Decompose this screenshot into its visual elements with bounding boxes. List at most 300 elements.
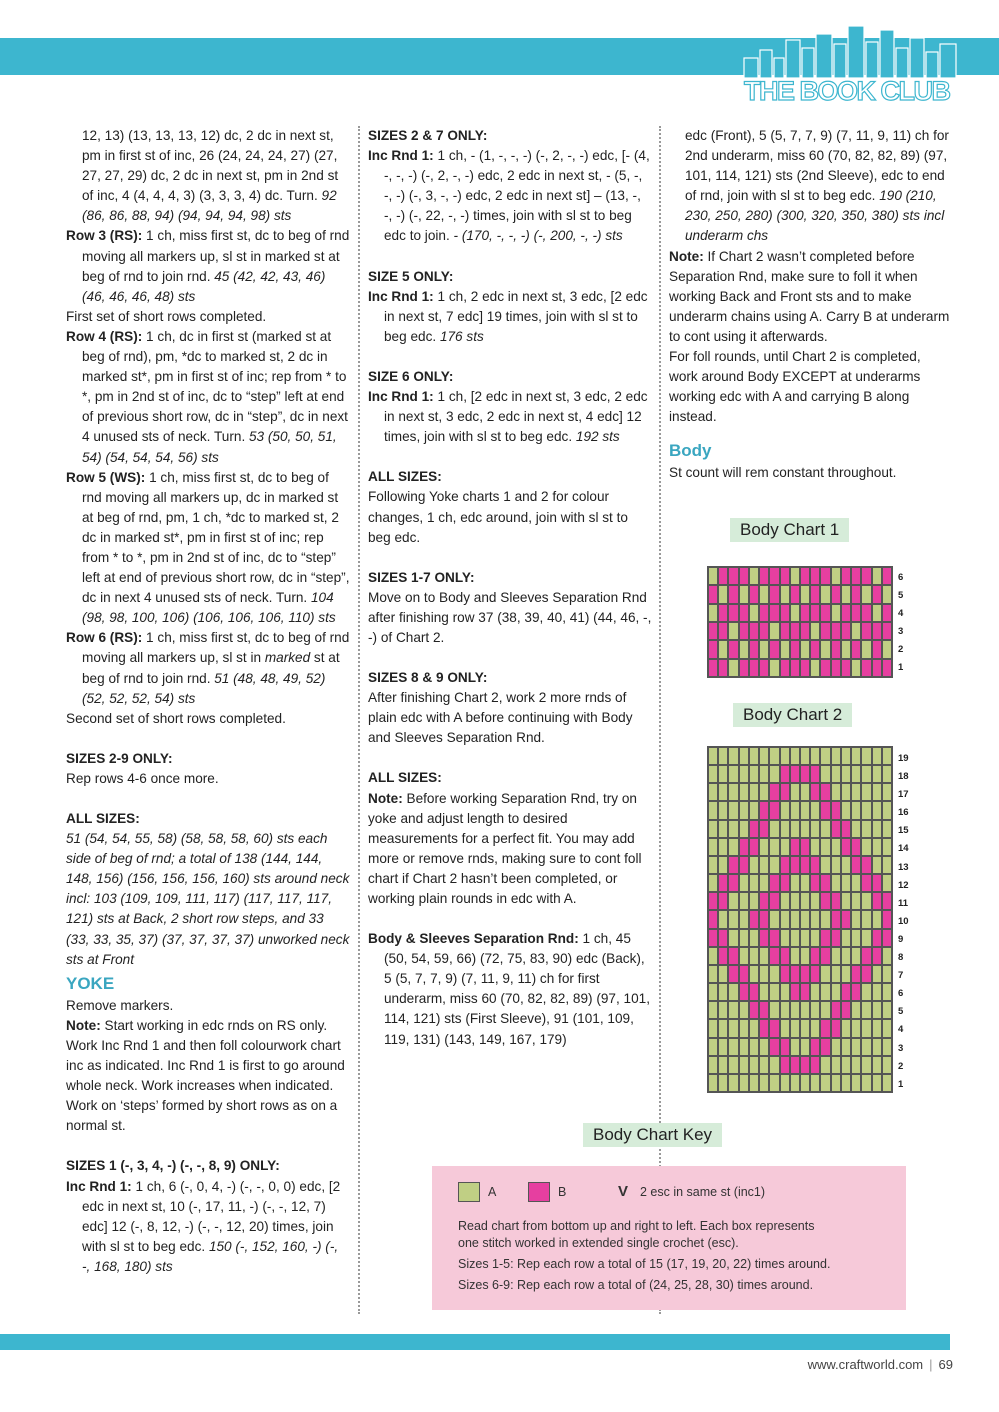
paragraph: After finishing Chart 2, work 2 more rnds of plain edc with A before continuing with Body and Sleeves Separation Rnd.: [368, 690, 633, 746]
chart-cell-b: [882, 604, 892, 622]
text: 1 ch, [2 edc in next st, 3 edc, 2 edc in next st, 3 edc, 2 edc in next st, 4 edc] 12 times, join with sl st to beg edc.: [384, 389, 648, 445]
row-4: [66, 327, 350, 468]
chart-cell-b: [800, 604, 810, 622]
chart-cell-a: [708, 965, 718, 983]
page-number: 69: [938, 1357, 953, 1372]
chart-cell-a: [831, 965, 841, 983]
stitch-count: 45 (42, 42, 43, 46) (46, 46, 46, 48) sts: [82, 268, 326, 304]
chart-key: [432, 1166, 906, 1310]
chart-cell-a: [882, 801, 892, 819]
row-number: 4: [898, 1024, 904, 1036]
chart-cell-b: [810, 604, 820, 622]
chart-cell-a: [769, 910, 779, 928]
chart-cell-a: [759, 585, 769, 603]
chart-cell-b: [861, 965, 871, 983]
chart-cell-a: [841, 1074, 851, 1092]
chart-cell-b: [810, 1038, 820, 1056]
chart-cell-a: [759, 783, 769, 801]
row-number: 13: [898, 861, 909, 873]
chart-cell-b: [800, 838, 810, 856]
chart-cell-a: [831, 567, 841, 585]
chart-cell-a: [780, 640, 790, 658]
column-3: [669, 126, 953, 484]
stitch-count: 150 (-, 152, 160, -) (-, -, 168, 180) sts: [82, 1238, 339, 1274]
chart-cell-b: [882, 567, 892, 585]
paragraph: Following Yoke charts 1 and 2 for colour changes, 1 ch, edc around, join with sl st to beg edc.: [368, 489, 628, 545]
chart-cell-a: [759, 747, 769, 765]
chart-cell-a: [780, 983, 790, 1001]
chart-cell-a: [872, 567, 882, 585]
chart-cell-a: [851, 929, 861, 947]
chart-cell-a: [739, 820, 749, 838]
text: st at beg of rnd to join rnd.: [82, 650, 340, 686]
chart-cell-b: [820, 604, 830, 622]
chart-cell-b: [861, 604, 871, 622]
chart-cell-b: [831, 640, 841, 658]
chart-cell-a: [861, 640, 871, 658]
chart-cell-b: [790, 1056, 800, 1074]
chart-cell-b: [820, 801, 830, 819]
row-number: 2: [898, 644, 904, 655]
row-number: 6: [898, 572, 904, 583]
chart-cell-a: [790, 1038, 800, 1056]
chart-cell-a: [780, 585, 790, 603]
chart-cell-a: [800, 910, 810, 928]
paragraph: For foll rounds, until Chart 2 is completed, work around Body EXCEPT at underarms working edc with A and carrying B along instead.: [669, 349, 921, 425]
chart-cell-a: [739, 783, 749, 801]
chart-cell-a: [851, 659, 861, 677]
chart-cell-a: [708, 874, 718, 892]
chart-cell-b: [820, 892, 830, 910]
chart-cell-a: [851, 622, 861, 640]
chart-cell-b: [708, 910, 718, 928]
chart-cell-a: [820, 1056, 830, 1074]
chart-cell-a: [800, 801, 810, 819]
chart-cell-a: [749, 783, 759, 801]
chart-cell-a: [749, 929, 759, 947]
chart-cell-a: [708, 801, 718, 819]
chart-cell-a: [728, 801, 738, 819]
key-v-text: 2 esc in same st (inc1): [640, 1185, 766, 1199]
chart-cell-a: [841, 1038, 851, 1056]
skyline-logo: [740, 18, 965, 78]
chart-cell-b: [749, 983, 759, 1001]
chart-cell-a: [739, 947, 749, 965]
chart-cell-a: [718, 856, 728, 874]
body-chart-2: [707, 746, 893, 1093]
chart-cell-b: [728, 947, 738, 965]
row-label: Body & Sleeves Separation Rnd:: [368, 931, 579, 947]
chart-cell-a: [820, 1074, 830, 1092]
stitch-count: 176 sts: [439, 328, 484, 344]
chart-cell-a: [872, 965, 882, 983]
key-line: Sizes 1-5: Rep each row a total of 15 (17, 19, 20, 22) times around.: [458, 1257, 831, 1271]
chart-cell-a: [841, 801, 851, 819]
chart-cell-a: [739, 747, 749, 765]
chart-cell-a: [749, 1019, 759, 1037]
chart-cell-a: [759, 856, 769, 874]
footer-url[interactable]: www.craftworld.com: [807, 1357, 924, 1372]
chart-cell-b: [800, 1056, 810, 1074]
chart-cell-b: [708, 892, 718, 910]
chart-cell-b: [872, 622, 882, 640]
text: 1 ch, 2 edc in next st, 3 edc, [2 edc in next st, 7 edc] 19 times, join with sl st to beg edc.: [384, 288, 648, 344]
chart-cell-b: [810, 640, 820, 658]
chart-cell-b: [759, 892, 769, 910]
chart-cell-b: [820, 929, 830, 947]
chart-cell-b: [718, 567, 728, 585]
chart-cell-b: [810, 1056, 820, 1074]
row-number: 17: [898, 789, 909, 801]
chart-cell-a: [872, 910, 882, 928]
chart-cell-a: [810, 929, 820, 947]
chart-cell-a: [790, 1074, 800, 1092]
row-number: 8: [898, 952, 904, 964]
chart-cell-a: [739, 874, 749, 892]
chart-cell-a: [749, 947, 759, 965]
chart-cell-b: [841, 659, 851, 677]
column-2: [368, 126, 652, 1050]
chart-cell-a: [708, 1056, 718, 1074]
chart-cell-b: [780, 622, 790, 640]
chart-cell-a: [708, 765, 718, 783]
chart-cell-a: [739, 910, 749, 928]
chart-cell-b: [800, 659, 810, 677]
chart-cell-a: [749, 1038, 759, 1056]
chart-cell-b: [820, 1038, 830, 1056]
chart-cell-a: [790, 747, 800, 765]
chart-cell-a: [769, 765, 779, 783]
chart-cell-a: [841, 640, 851, 658]
chart-cell-b: [708, 929, 718, 947]
chart-cell-b: [831, 801, 841, 819]
chart-cell-a: [769, 820, 779, 838]
chart-cell-a: [759, 838, 769, 856]
chart-cell-a: [800, 929, 810, 947]
stitch-count: - (170, -, -, -) (-, 200, -, -) sts: [453, 228, 623, 244]
chart-cell-b: [739, 838, 749, 856]
chart-cell-b: [739, 659, 749, 677]
chart-cell-a: [718, 765, 728, 783]
chart-cell-a: [851, 1038, 861, 1056]
chart-cell-b: [759, 622, 769, 640]
subheading: ALL SIZES:: [368, 469, 442, 485]
chart-cell-a: [749, 567, 759, 585]
chart-cell-b: [831, 910, 841, 928]
paragraph: Rep rows 4-6 once more.: [66, 770, 219, 786]
column-1: [66, 126, 350, 1277]
chart-cell-a: [728, 838, 738, 856]
chart-cell-b: [718, 929, 728, 947]
subheading: SIZE 5 ONLY:: [368, 268, 454, 284]
chart-cell-b: [790, 965, 800, 983]
chart-cell-b: [718, 604, 728, 622]
stitch-count: 192 sts: [575, 429, 620, 445]
chart-cell-a: [790, 801, 800, 819]
chart-cell-a: [831, 838, 841, 856]
chart-cell-b: [800, 856, 810, 874]
chart-cell-b: [780, 765, 790, 783]
chart-cell-b: [728, 856, 738, 874]
chart-cell-a: [728, 783, 738, 801]
chart-cell-b: [882, 892, 892, 910]
chart-cell-b: [790, 838, 800, 856]
row-label: Row 4 (RS):: [66, 328, 143, 344]
chart-cell-b: [882, 622, 892, 640]
chart-cell-a: [820, 1001, 830, 1019]
chart-cell-a: [790, 892, 800, 910]
chart-cell-b: [820, 659, 830, 677]
chart-cell-a: [718, 640, 728, 658]
chart-cell-b: [759, 820, 769, 838]
row-number: 14: [898, 843, 909, 855]
chart-cell-a: [872, 801, 882, 819]
chart-cell-a: [769, 856, 779, 874]
chart-cell-b: [769, 1038, 779, 1056]
chart-cell-a: [820, 585, 830, 603]
text: Before working Separation Rnd, try on yoke and adjust length to desired measurements for a perfect fit. You may add more or remove rnds, making sure to cont foll chart if Chart 2 hasn’t been completed, or working plain rounds in edc with A.: [368, 790, 642, 906]
chart-cell-a: [718, 1056, 728, 1074]
chart-cell-a: [872, 604, 882, 622]
chart-cell-a: [851, 820, 861, 838]
chart-cell-a: [820, 820, 830, 838]
stitch-count: 190 (210, 230, 250, 280) (300, 320, 350, 380) sts incl underarm chs: [685, 188, 945, 244]
chart-cell-a: [739, 1074, 749, 1092]
chart-cell-b: [749, 910, 759, 928]
chart-cell-a: [882, 783, 892, 801]
chart-cell-b: [769, 783, 779, 801]
chart-cell-b: [769, 947, 779, 965]
chart-cell-b: [861, 947, 871, 965]
key-line: Read chart from bottom up and right to left. Each box represents: [458, 1219, 815, 1233]
chart-cell-a: [728, 1019, 738, 1037]
chart-cell-b: [861, 567, 871, 585]
chart-cell-a: [718, 1074, 728, 1092]
chart-cell-a: [841, 765, 851, 783]
chart-cell-b: [749, 1001, 759, 1019]
chart-cell-b: [749, 659, 759, 677]
note-label: Note:: [368, 790, 403, 806]
chart-cell-a: [708, 567, 718, 585]
chart-cell-b: [872, 892, 882, 910]
chart-cell-a: [718, 585, 728, 603]
chart-cell-a: [861, 801, 871, 819]
key-v-symbol: V: [618, 1183, 629, 1200]
chart-cell-a: [861, 910, 871, 928]
chart-cell-a: [780, 801, 790, 819]
chart-cell-a: [820, 965, 830, 983]
chart-cell-a: [872, 838, 882, 856]
chart-cell-a: [759, 1056, 769, 1074]
chart-cell-a: [820, 983, 830, 1001]
chart-cell-a: [708, 1019, 718, 1037]
row-number: 4: [898, 608, 904, 619]
chart-cell-b: [780, 604, 790, 622]
chart-cell-b: [841, 1001, 851, 1019]
chart-cell-a: [800, 747, 810, 765]
chart-cell-b: [780, 1056, 790, 1074]
text: marked: [264, 650, 311, 666]
chart-cell-b: [851, 965, 861, 983]
chart-cell-b: [759, 801, 769, 819]
chart-cell-a: [861, 1019, 871, 1037]
text: 1 ch, 45 (50, 54, 59, 66) (72, 75, 83, 90) edc (Back), 5 (5, 7, 7, 9) (7, 11, 9, 11) ch for first underarm, miss 60 (70, 82, 82, 89) (97, 101, 114, 121) sts (First Sleeve), 91 (101, 109, 119, 131) (143, 149, 167, 179): [384, 931, 650, 1047]
row-label: Row 6 (RS):: [66, 630, 143, 646]
row-label: Inc Rnd 1:: [66, 1178, 132, 1194]
chart-cell-b: [718, 659, 728, 677]
chart-cell-a: [769, 622, 779, 640]
chart-cell-a: [749, 874, 759, 892]
chart-cell-b: [861, 874, 871, 892]
chart-cell-a: [728, 983, 738, 1001]
row-number: 5: [898, 1006, 904, 1018]
chart-cell-a: [831, 1074, 841, 1092]
row-number: 9: [898, 933, 904, 945]
chart-cell-a: [780, 747, 790, 765]
chart-cell-a: [749, 856, 759, 874]
chart-cell-a: [810, 747, 820, 765]
chart-cell-a: [749, 1056, 759, 1074]
chart-cell-b: [851, 604, 861, 622]
chart-cell-b: [708, 622, 718, 640]
subheading: ALL SIZES:: [368, 770, 442, 786]
chart-cell-a: [800, 1074, 810, 1092]
chart-cell-a: [841, 783, 851, 801]
row-number: 1: [898, 1078, 904, 1090]
text: 1 ch, - (1, -, -, -) (-, 2, -, -) edc, [- (4, -, -, -) (-, 2, -, -) edc, 2 edc in next st, - (5, -, -, -) (-, 3, -, -) edc, 2 edc in next st] – (13, -, -, -) (-, 22, -, -) times, join with sl st to beg edc to join.: [384, 148, 650, 244]
swatch-b: [528, 1182, 550, 1202]
chart-cell-a: [861, 1056, 871, 1074]
chart-cell-a: [780, 1074, 790, 1092]
chart-cell-b: [882, 659, 892, 677]
chart-cell-a: [800, 1038, 810, 1056]
chart-cell-a: [872, 856, 882, 874]
chart-cell-a: [851, 910, 861, 928]
chart-cell-a: [872, 747, 882, 765]
chart-cell-b: [790, 659, 800, 677]
text: 12, 13) (13, 13, 13, 12) dc, 2 dc in next st, pm in first st of inc, 26 (24, 24, 24, 27) (27, 27, 27, 29) dc, 2 dc in next st, pm in 2nd st of inc, 4 (4, 4, 4, 3) (3, 3, 3, 4) dc. Turn.: [82, 128, 339, 204]
chart-cell-a: [708, 856, 718, 874]
chart-cell-b: [841, 910, 851, 928]
chart-cell-a: [882, 820, 892, 838]
chart-cell-a: [759, 874, 769, 892]
chart-cell-a: [790, 783, 800, 801]
row-number: 6: [898, 988, 904, 1000]
chart-cell-b: [851, 567, 861, 585]
chart-cell-b: [790, 622, 800, 640]
chart-cell-b: [718, 874, 728, 892]
chart-cell-a: [851, 1056, 861, 1074]
chart-cell-a: [728, 820, 738, 838]
chart-cell-a: [861, 747, 871, 765]
chart-cell-b: [749, 640, 759, 658]
chart-cell-a: [749, 801, 759, 819]
chart-cell-b: [780, 567, 790, 585]
text: If Chart 2 wasn’t completed before Separation Rnd, make sure to foll it when working Back and Front sts and to make underarm chains using A. Carry B at underarm to cont using it afterwards.: [669, 248, 950, 344]
row-number: 3: [898, 1042, 904, 1054]
chart-cell-b: [810, 947, 820, 965]
chart-cell-a: [749, 604, 759, 622]
chart-cell-a: [882, 983, 892, 1001]
stitch-count: 53 (50, 50, 51, 54) (54, 54, 54, 56) sts: [82, 429, 337, 465]
chart-cell-a: [851, 801, 861, 819]
chart-cell-a: [861, 892, 871, 910]
chart-cell-b: [851, 585, 861, 603]
paragraph: Move on to Body and Sleeves Separation Rnd after finishing row 37 (38, 39, 40, 41) (44, 46, -, -) of Chart 2.: [368, 589, 652, 645]
chart-cell-b: [708, 640, 718, 658]
chart-cell-a: [831, 856, 841, 874]
chart-cell-a: [718, 1038, 728, 1056]
chart-cell-b: [810, 874, 820, 892]
chart-cell-a: [820, 747, 830, 765]
footer-band: [0, 1334, 950, 1350]
chart-cell-a: [831, 765, 841, 783]
chart-cell-a: [882, 1019, 892, 1037]
chart-cell-b: [851, 983, 861, 1001]
note: [66, 1016, 350, 1137]
chart-cell-a: [780, 892, 790, 910]
chart-cell-b: [872, 929, 882, 947]
row-number: 7: [898, 970, 904, 982]
chart-cell-a: [759, 640, 769, 658]
chart-cell-b: [872, 640, 882, 658]
chart-cell-b: [759, 1001, 769, 1019]
chart-cell-a: [780, 1019, 790, 1037]
chart-cell-b: [810, 856, 820, 874]
chart-cell-a: [718, 1001, 728, 1019]
chart-cell-b: [728, 585, 738, 603]
inc-rnd-1: [368, 146, 652, 246]
chart-cell-b: [790, 765, 800, 783]
chart-cell-b: [810, 783, 820, 801]
chart-cell-a: [708, 820, 718, 838]
chart-cell-a: [861, 929, 871, 947]
chart-cell-a: [831, 747, 841, 765]
chart-cell-b: [820, 874, 830, 892]
chart-cell-b: [831, 892, 841, 910]
brand-title: THE BOOK CLUB: [744, 76, 950, 106]
paragraph: 51 (54, 54, 55, 58) (58, 58, 58, 60) sts each side of beg of rnd; a total of 138 (144, 144, 148, 156) (156, 156, 156, 160) sts around neck incl: 103 (109, 109, 111, 117) (117, 117, 117, 121) sts at Back, 2 short row steps, and 33 (33, 33, 35, 37) (37, 37, 37, 37) unworked neck sts at Front: [66, 831, 350, 967]
chart-cell-b: [790, 585, 800, 603]
chart-cell-a: [790, 910, 800, 928]
chart-cell-a: [882, 874, 892, 892]
row-label: Inc Rnd 1:: [368, 389, 434, 405]
chart-cell-b: [780, 874, 790, 892]
chart-cell-b: [739, 983, 749, 1001]
row-number: 3: [898, 626, 904, 637]
chart-cell-a: [800, 640, 810, 658]
chart-cell-a: [882, 765, 892, 783]
chart-cell-a: [769, 983, 779, 1001]
key-a-label: A: [488, 1185, 497, 1199]
chart-cell-a: [718, 910, 728, 928]
chart-cell-a: [810, 801, 820, 819]
chart-cell-b: [831, 1019, 841, 1037]
chart-cell-a: [718, 838, 728, 856]
key-b-label: B: [558, 1185, 567, 1199]
subheading: ALL SIZES:: [66, 811, 140, 826]
chart-cell-b: [749, 622, 759, 640]
chart-cell-a: [882, 965, 892, 983]
chart-cell-b: [851, 838, 861, 856]
chart-cell-b: [749, 820, 759, 838]
chart-cell-b: [872, 874, 882, 892]
chart-cell-a: [810, 1001, 820, 1019]
chart-cell-a: [810, 622, 820, 640]
chart-cell-a: [728, 622, 738, 640]
chart-cell-a: [718, 983, 728, 1001]
chart-cell-a: [739, 765, 749, 783]
